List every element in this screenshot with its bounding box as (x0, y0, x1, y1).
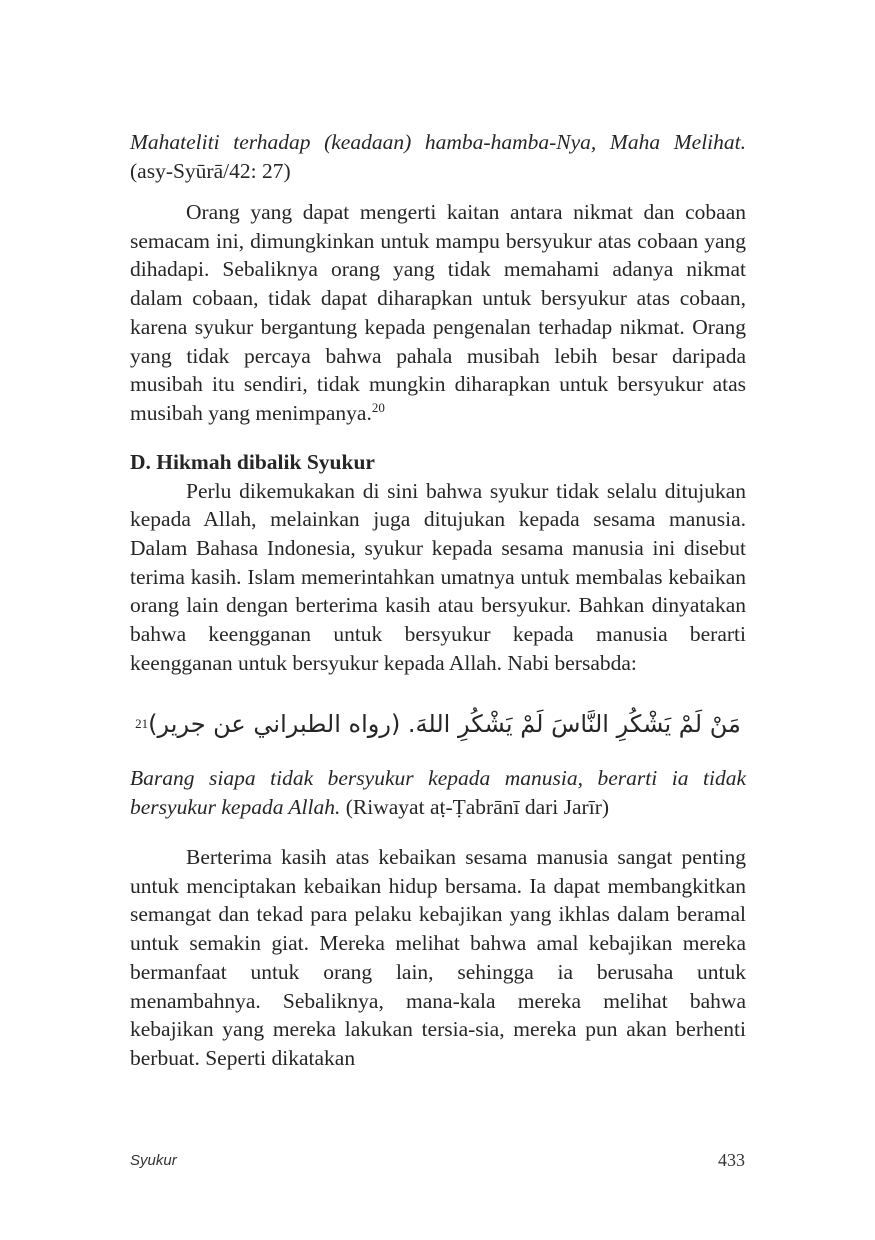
hadith-arabic: 21 مَنْ لَمْ يَشْكُرِ النَّاسَ لَمْ يَشْكُرِ اللهَ. (رواه الطبراني عن جرير) (135, 709, 741, 738)
section-heading: D. Hikmah dibalik Syukur (130, 449, 375, 474)
verse-translation: Mahateliti terhadap (keadaan) hamba-hamba-Nya, Maha Melihat. (130, 130, 746, 154)
footer-chapter-title: Syukur (130, 1152, 177, 1169)
paragraph-1 (130, 198, 746, 428)
paragraph-1-text: Orang yang dapat mengerti kaitan antara nikmat dan cobaan semacam ini, dimungkinkan untuk mampu bersyukur atas cobaan yang dihadapi. Sebaliknya orang yang tidak memahami adanya nikmat dalam cobaan, tidak dapat diharapkan untuk bersyukur atas cobaan, karena syukur bergantung kepada pengenalan terhadap nikmat. Orang yang tidak percaya bahwa pahala musibah lebih besar daripada musibah itu sendiri, tidak mungkin diharapkan untuk bersyukur atas musibah yang menimpanya. (130, 200, 746, 425)
hadith-translation (130, 764, 746, 822)
hadith-arabic-text: مَنْ لَمْ يَشْكُرِ النَّاسَ لَمْ يَشْكُرِ اللهَ. (رواه الطبراني عن جرير) (148, 709, 741, 738)
page-number: 433 (718, 1150, 745, 1170)
verse-reference: (asy-Syūrā/42: 27) (130, 159, 291, 183)
paragraph-2: Perlu dikemukakan di sini bahwa syukur tidak selalu ditujukan kepada Allah, melainkan juga ditujukan kepada sesama manusia. Dalam Bahasa Indonesia, syukur kepada sesama manusia ini disebut terima kasih. Islam memerintahkan umatnya untuk membalas kebaikan orang lain dengan berterima kasih atau bersyukur. Bahkan dinyatakan bahwa keengganan untuk bersyukur kepada manusia berarti keengganan untuk bersyukur kepada Allah. Nabi bersabda: (130, 478, 746, 675)
footnote-ref-20[interactable]: 20 (371, 399, 385, 415)
paragraph-3: Berterima kasih atas kebaikan sesama manusia sangat penting untuk menciptakan kebaikan hidup bersama. Ia dapat membangkitkan semangat dan tekad para pelaku kebajikan yang ikhlas dalam beramal untuk semakin giat. Mereka melihat bahwa amal kebajikan mereka bermanfaat untuk orang lain, sehingga ia berusaha untuk menambahnya. Sebaliknya, mana-kala mereka melihat bahwa kebajikan yang mereka lakukan tersia-sia, mereka pun akan berhenti berbuat. Seperti dikatakan (130, 845, 746, 1070)
hadith-translation-italic: Barang siapa tidak bersyukur kepada manusia, berarti ia tidak bersyukur kepada Allah. (130, 765, 746, 819)
page-body (130, 128, 746, 1073)
hadith-source: (Riwayat aṭ-Ṭabrānī dari Jarīr) (345, 794, 610, 819)
